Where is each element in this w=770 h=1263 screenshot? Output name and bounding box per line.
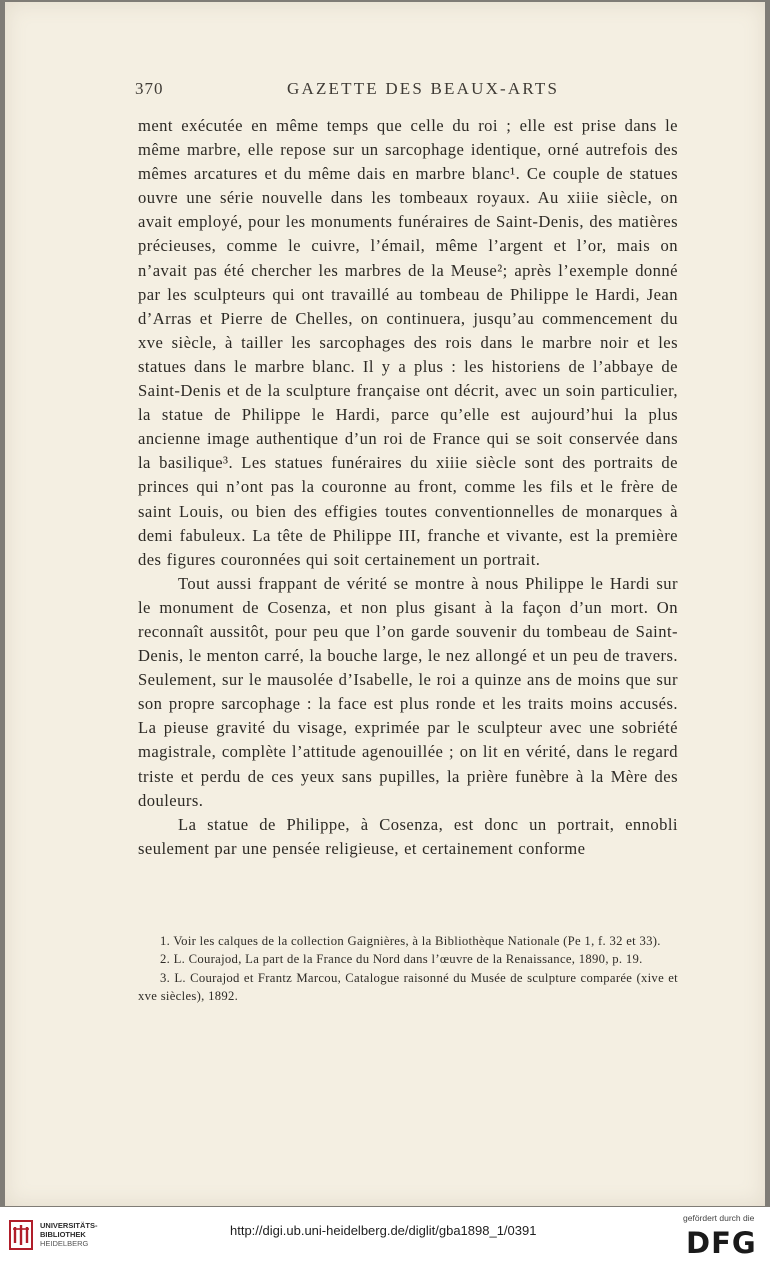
- footnote: 1. Voir les calques de la collection Gaignières, à la Bibliothèque Nationale (Pe 1, f. 32 et 33).: [160, 934, 661, 948]
- footnote: 3. L. Courajod et Frantz Marcou, Catalogue raisonné du Musée de sculpture comparée (xive et xve siècles), 1892.: [138, 970, 678, 1004]
- institution-line: HEIDELBERG: [40, 1239, 89, 1248]
- institution-line: BIBLIOTHEK: [40, 1230, 86, 1239]
- footnotes: [138, 932, 678, 1006]
- institution-line: UNIVERSITÄTS-: [40, 1221, 98, 1230]
- body-paragraph: La statue de Philippe, à Cosenza, est donc un portrait, ennobli seulement par une pensée religieuse, et certainement conforme: [138, 814, 678, 858]
- permalink-url[interactable]: http://digi.ub.uni-heidelberg.de/diglit/gba1898_1/0391: [230, 1223, 537, 1238]
- scanned-page: [5, 2, 765, 1206]
- footnote: 2. L. Courajod, La part de la France du Nord dans l’œuvre de la Renaissance, 1890, p. 19.: [160, 952, 643, 967]
- body-paragraph: ment exécutée en même temps que celle du roi ; elle est prise dans le même marbre, elle repose sur un sarcophage identique, orné autrefois des mêmes arcatures et du même dais en marbre blanc¹. Ce couple de statues ouvre une série nouvelle dans les tombeaux royaux. Au xiiie siècle, on avait employé, pour les monuments funéraires de Saint-Denis, des matières précieuses, comme le cuivre, l’émail, même l’argent et l’or, mais on n’avait pas été chercher les marbres de la Meuse²; après l’exemple donné par les sculpteurs qui ont travaillé au tombeau de Philippe le Hardi, Jean d’Arras et Pierre de Chelles, on continuera, jusqu’au commencement du xve siècle, à tailler les sarcophages des rois dans le marbre noir et les statues dans le marbre blanc. Il y a plus : les historiens de l’abbaye de Saint-Denis et de la sculpture française ont décrit, avec un soin particulier, la statue de Philippe le Hardi, parce qu’elle est aujourd’hui la plus ancienne image authentique d’un roi de France qui se soit conservée dans la basilique³. Les statues funéraires du xiiie siècle sont des portraits de princes qui n’ont pas la couronne au front, comme les fils et le frère de saint Louis, ou bien des effigies toutes conventionnelles de monarques à demi fabuleux. La tête de Philippe III, franche et vivante, est la première des figures couronnées qui soit certainement un portrait.: [138, 116, 678, 569]
- body-paragraph: Tout aussi frappant de vérité se montre à nous Philippe le Hardi sur le monument de Cosenza, et non plus gisant à la façon d’un mort. On reconnaît aussitôt, pour peu que l’on garde souvenir du tombeau de Saint-Denis, le menton carré, la bouche large, le nez allongé et un peu de travers. Seulement, sur le mausolée d’Isabelle, le roi a quinze ans de moins que sur son propre sarcophage : la face est plus ronde et les traits moins accusés. La pieuse gravité du visage, exprimée par le sculpteur avec une sobriété magistrale, complète l’attitude agenouillée ; on lit en vérité, dans le regard triste et perdu de ces yeux sans pupilles, la prière funèbre à la Mère des douleurs.: [138, 573, 678, 810]
- running-title: GAZETTE DES BEAUX-ARTS: [287, 79, 560, 98]
- university-library-logo-icon: [8, 1219, 34, 1251]
- institution-name: [40, 1221, 98, 1248]
- viewer-footer: [0, 1207, 770, 1263]
- page-number: 370: [135, 79, 164, 98]
- funded-by-label: gefördert durch die: [683, 1213, 755, 1223]
- body-text: [138, 114, 678, 861]
- dfg-logo: DFG: [686, 1226, 757, 1260]
